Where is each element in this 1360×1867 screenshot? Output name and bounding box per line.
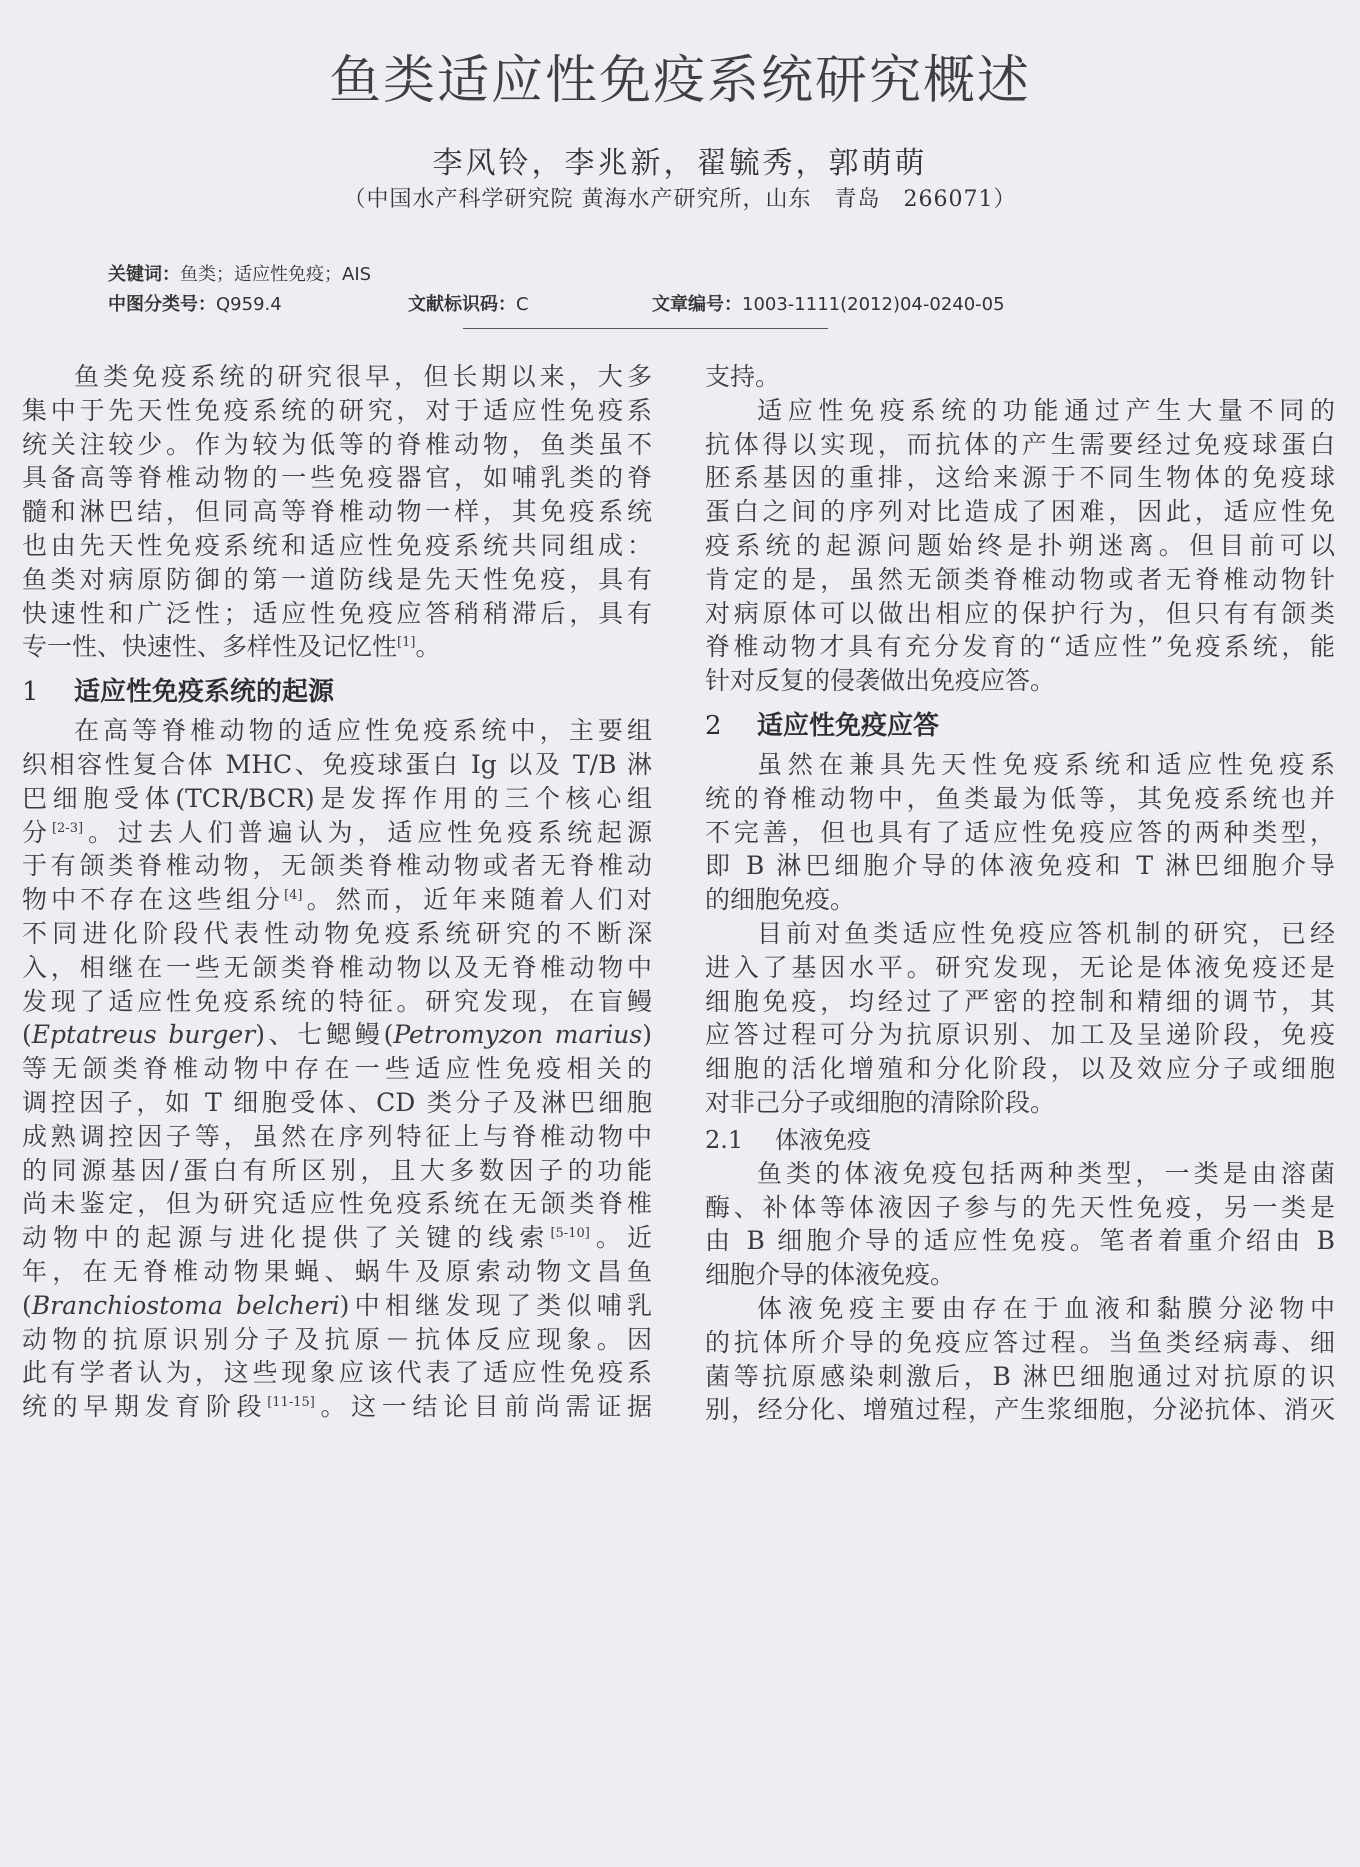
body-line: 脊椎动物才具有充分发育的“适应性”免疫系统，能 <box>705 632 1335 662</box>
subsection-title: 体液免疫 <box>775 1125 871 1154</box>
body-line: 发现了适应性免疫系统的特征。研究发现，在盲鳗 <box>22 986 652 1016</box>
body-line: 巴细胞受体(TCR/BCR)是发挥作用的三个核心组 <box>22 783 652 813</box>
body-line: 的同源基因/蛋白有所区别，且大多数因子的功能 <box>22 1155 652 1185</box>
text-run: ) <box>642 1020 652 1050</box>
body-line: 细胞免疫，均经过了严密的控制和精细的调节，其 <box>705 986 1335 1016</box>
body-line: 针对反复的侵袭做出免疫应答。 <box>705 666 1056 696</box>
body-line: 快速性和广泛性；适应性免疫应答稍稍滞后，具有 <box>22 598 652 628</box>
article-no-line <box>652 290 1005 316</box>
body-line: 酶、补体等体液因子参与的先天性免疫，另一类是 <box>705 1192 1335 1222</box>
species-name: Eptatreus burger <box>31 1020 256 1050</box>
section-number: 1 <box>22 677 39 708</box>
body-line: 菌等抗原感染刺激后，B 淋巴细胞通过对抗原的识 <box>705 1361 1335 1391</box>
citation-ref[interactable]: [4] <box>284 888 303 904</box>
body-line: 对非己分子或细胞的清除阶段。 <box>705 1087 1056 1117</box>
text-run: 。这一结论目前尚需证据 <box>314 1392 652 1422</box>
citation-ref[interactable]: [1] <box>397 635 416 651</box>
body-line: 疫系统的起源问题始终是扑朔迷离。但目前可以 <box>705 530 1335 560</box>
body-line: 织相容性复合体 MHC、免疫球蛋白 Ig 以及 T/B 淋 <box>22 749 652 779</box>
text-run: 分 <box>22 817 52 847</box>
text-run: )中相继发现了类似哺乳 <box>339 1290 652 1320</box>
keywords-value: 鱼类；适应性免疫；AIS <box>180 264 372 285</box>
body-line: 调控因子，如 T 细胞受体、CD 类分子及淋巴细胞 <box>22 1087 652 1117</box>
body-line: 此有学者认为，这些现象应该代表了适应性免疫系 <box>22 1358 652 1388</box>
body-line: 不完善，但也具有了适应性免疫应答的两种类型， <box>705 817 1335 847</box>
left-column <box>22 360 652 1424</box>
body-line: 蛋白之间的序列对比造成了困难，因此，适应性免 <box>705 497 1335 527</box>
body-line: 统的脊椎动物中，鱼类最为低等，其免疫系统也并 <box>705 783 1335 813</box>
body-line: 在高等脊椎动物的适应性免疫系统中，主要组 <box>74 716 652 746</box>
header-divider <box>463 328 828 329</box>
article-no-label: 文章编号： <box>652 294 742 315</box>
text-run: ( <box>22 1290 32 1320</box>
body-line: 集中于先天性免疫系统的研究，对于适应性免疫系 <box>22 395 652 425</box>
body-line: 等无颌类脊椎动物中存在一些适应性免疫相关的 <box>22 1054 652 1084</box>
body-line <box>22 1289 652 1323</box>
body-line: 支持。 <box>705 362 781 391</box>
clc-value: Q959.4 <box>216 294 282 315</box>
body-line: 细胞介导的体液免疫。 <box>705 1260 956 1290</box>
body-line: 肯定的是，虽然无颌类脊椎动物或者无脊椎动物针 <box>705 564 1335 594</box>
author-list: 李风铃，李兆新，翟毓秀，郭萌萌 <box>432 146 928 181</box>
clc-label: 中图分类号： <box>108 294 216 315</box>
section-heading-1 <box>22 664 652 714</box>
text-run: 。然而，近年来随着人们对 <box>302 885 652 915</box>
body-line: 进入了基因水平。研究发现，无论是体液免疫还是 <box>705 952 1335 982</box>
body-line: 动物的抗原识别分子及抗原－抗体反应现象。因 <box>22 1324 652 1354</box>
body-line: 的抗体所介导的免疫应答过程。当鱼类经病毒、细 <box>705 1327 1335 1357</box>
body-line: 即 B 淋巴细胞介导的体液免疫和 T 淋巴细胞介导 <box>705 851 1335 881</box>
article-no-value: 1003-1111(2012)04-0240-05 <box>742 294 1005 315</box>
body-line: 鱼类免疫系统的研究很早，但长期以来，大多 <box>74 362 652 391</box>
body-line: 的细胞免疫。 <box>705 885 856 915</box>
citation-ref[interactable]: [11-15] <box>267 1395 315 1411</box>
body-line: 应答过程可分为抗原识别、加工及呈递阶段，免疫 <box>705 1020 1335 1050</box>
species-name: Petromyzon marius <box>393 1020 643 1050</box>
section-title: 适应性免疫应答 <box>757 710 940 741</box>
text-run: 统的早期发育阶段 <box>22 1392 268 1422</box>
text-run: ( <box>22 1020 32 1050</box>
body-line: 适应性免疫系统的功能通过产生大量不同的 <box>757 395 1335 425</box>
text-run: 。近 <box>589 1223 652 1253</box>
body-line: 入，相继在一些无颌类脊椎动物以及无脊椎动物中 <box>22 952 652 982</box>
body-line: 于有颌类脊椎动物，无颌类脊椎动物或者无脊椎动 <box>22 851 652 881</box>
citation-ref[interactable]: [2-3] <box>51 820 84 836</box>
subsection-heading-2-1 <box>705 1120 1335 1157</box>
text-run: 。 <box>415 632 441 662</box>
section-number: 2 <box>705 710 722 741</box>
body-line: 虽然在兼具先天性免疫系统和适应性免疫系 <box>757 749 1335 779</box>
body-line <box>22 883 652 917</box>
body-line: 细胞的活化增殖和分化阶段，以及效应分子或细胞 <box>705 1054 1335 1084</box>
text-run: 物中不存在这些组分 <box>22 885 285 915</box>
body-line: 别，经分化、增殖过程，产生浆细胞，分泌抗体、消灭 <box>705 1395 1335 1425</box>
keywords-label: 关键词： <box>108 264 180 285</box>
body-line: 体液免疫主要由存在于血液和黏膜分泌物中 <box>757 1293 1335 1323</box>
body-line: 髓和淋巴结，但同高等脊椎动物一样，其免疫系统 <box>22 497 652 527</box>
body-line: 鱼类的体液免疫包括两种类型，一类是由溶菌 <box>757 1158 1335 1188</box>
body-line: 具备高等脊椎动物的一些免疫器官，如哺乳类的脊 <box>22 463 652 493</box>
body-line: 也由先天性免疫系统和适应性免疫系统共同组成： <box>22 530 652 560</box>
body-line: 不同进化阶段代表性动物免疫系统研究的不断深 <box>22 918 652 948</box>
subsection-number: 2.1 <box>705 1125 744 1154</box>
text-run: )、七鳃鳗( <box>255 1020 394 1050</box>
body-line: 对病原体可以做出相应的保护行为，但只有有颌类 <box>705 598 1335 628</box>
text-run: 动物中的起源与进化提供了关键的线索 <box>22 1223 551 1253</box>
body-line <box>22 1221 652 1255</box>
text-run: 。过去人们普遍认为，适应性免疫系统起源 <box>83 817 652 847</box>
body-line <box>22 630 652 664</box>
body-line: 抗体得以实现，而抗体的产生需要经过免疫球蛋白 <box>705 429 1335 459</box>
section-title: 适应性免疫系统的起源 <box>74 677 335 708</box>
body-line <box>22 816 652 850</box>
body-line: 尚未鉴定，但为研究适应性免疫系统在无颌类脊椎 <box>22 1189 652 1219</box>
body-line: 统关注较少。作为较为低等的脊椎动物，鱼类虽不 <box>22 429 652 459</box>
article-title: 鱼类适应性免疫系统研究概述 <box>328 51 1031 111</box>
body-line: 鱼类对病原防御的第一道防线是先天性免疫，具有 <box>22 564 652 594</box>
species-name: Branchiostoma belcheri <box>31 1290 340 1320</box>
author-affiliation: （中国水产科学研究院 黄海水产研究所，山东 青岛 266071） <box>343 187 1017 212</box>
body-line <box>22 1390 652 1424</box>
doc-code-value: C <box>516 294 529 315</box>
body-line: 胚系基因的重排，这给来源于不同生物体的免疫球 <box>705 463 1335 493</box>
clc-line <box>108 290 282 316</box>
body-line <box>22 1018 652 1052</box>
body-line: 年，在无脊椎动物果蝇、蜗牛及原索动物文昌鱼 <box>22 1256 652 1286</box>
body-line: 目前对鱼类适应性免疫应答机制的研究，已经 <box>757 918 1335 948</box>
doc-code-line <box>408 290 529 316</box>
body-line: 由 B 细胞介导的适应性免疫。笔者着重介绍由 B <box>705 1226 1335 1256</box>
section-heading-2 <box>705 698 1335 748</box>
right-column <box>705 360 1335 1427</box>
doc-code-label: 文献标识码： <box>408 294 516 315</box>
keywords-line <box>108 260 371 286</box>
text-run: 专一性、快速性、多样性及记忆性 <box>22 632 398 662</box>
citation-ref[interactable]: [5-10] <box>550 1226 590 1242</box>
body-line: 成熟调控因子等，虽然在序列特征上与脊椎动物中 <box>22 1121 652 1151</box>
